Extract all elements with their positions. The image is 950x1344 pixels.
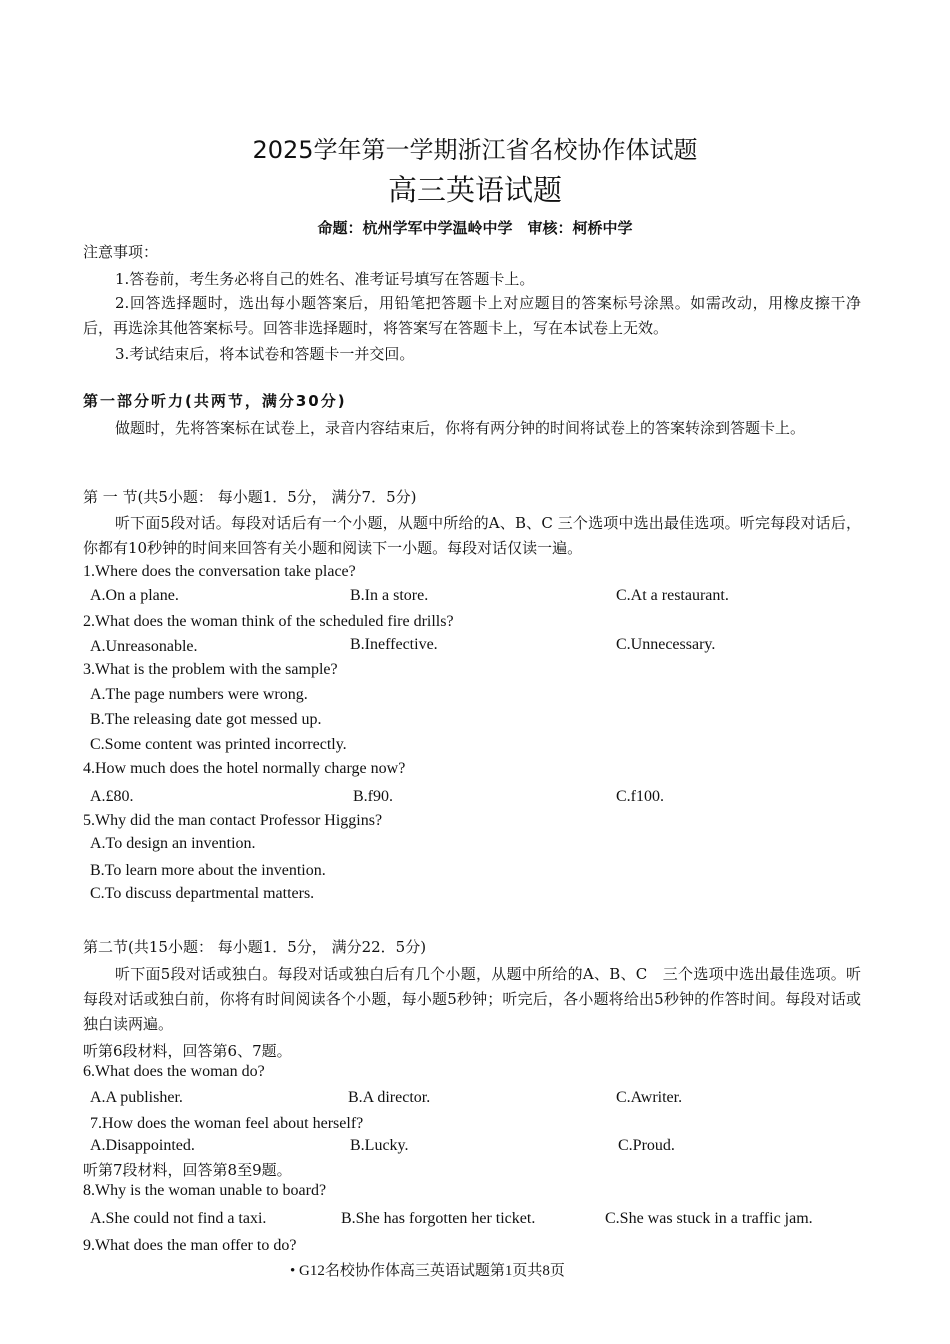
part1-instruction: 做题时，先将答案标在试卷上，录音内容结束后，你将有两分钟的时间将试卷上的答案转涂到答题卡上。 [115, 419, 806, 437]
q7-option-b: B.Lucky. [350, 1137, 409, 1154]
q1-option-a: A.On a plane. [90, 587, 179, 604]
question-8: 8.Why is the woman unable to board? [83, 1182, 327, 1199]
page-footer: • G12名校协作体高三英语试题第1页共8页 [290, 1263, 565, 1279]
notice-item-2: 2.回答选择题时，选出每小题答案后，用铅笔把答题卡上对应题目的答案标号涂黑。如需改动，用橡皮擦干净后，再选涂其他答案标号。回答非选择题时，将答案写在答题卡上，写在本试卷上无效。 [83, 294, 861, 337]
question-1: 1.Where does the conversation take place? [83, 563, 356, 580]
question-2: 2.What does the woman think of the scheduled fire drills? [83, 613, 454, 630]
q8-option-b: B.She has forgotten her ticket. [341, 1210, 536, 1227]
q8-option-a: A.She could not find a taxi. [90, 1210, 267, 1227]
q2-option-b: B.Ineffective. [350, 636, 438, 653]
exam-title: 2025学年第一学期浙江省名校协作体试题 [252, 136, 698, 164]
q7-option-a: A.Disappointed. [90, 1137, 195, 1154]
q4-option-a: A.£80. [90, 788, 134, 805]
question-6: 6.What does the woman do? [83, 1063, 265, 1080]
notice-item-1: 1.答卷前，考生务必将自己的姓名、准考证号填写在答题卡上。 [115, 270, 535, 288]
q7-option-c: C.Proud. [618, 1137, 675, 1154]
notice-heading: 注意事项： [83, 243, 159, 261]
part1-heading: 第一部分听力(共两节，满分30分) [83, 392, 347, 410]
question-3: 3.What is the problem with the sample? [83, 661, 338, 678]
question-5: 5.Why did the man contact Professor Higgins? [83, 812, 383, 829]
question-9: 9.What does the man offer to do? [83, 1237, 297, 1254]
q6-option-c: C.Awriter. [616, 1089, 683, 1106]
q6-option-a: A.A publisher. [90, 1089, 183, 1106]
question-7: 7.How does the woman feel about herself? [90, 1115, 364, 1132]
section1-heading: 第 一 节(共5小题： 每小题1．5分， 满分7．5分) [83, 488, 417, 506]
section2-heading: 第二节(共15小题： 每小题1．5分， 满分22．5分) [83, 938, 427, 956]
q3-option-a: A.The page numbers were wrong. [90, 686, 308, 703]
q2-option-a: A.Unreasonable. [90, 638, 198, 655]
q3-option-c: C.Some content was printed incorrectly. [90, 736, 347, 753]
q5-option-a: A.To design an invention. [90, 835, 256, 852]
q1-option-b: B.In a store. [350, 587, 429, 604]
q5-option-c: C.To discuss departmental matters. [90, 885, 315, 902]
q1-option-c: C.At a restaurant. [616, 587, 729, 604]
question-4: 4.How much does the hotel normally charge now? [83, 760, 406, 777]
q5-option-b: B.To learn more about the invention. [90, 862, 326, 879]
section2-instruction: 听下面5段对话或独白。每段对话或独白后有几个小题，从题中所给的A、B、C 三个选项中选出最佳选项。听每段对话或独白前，你将有时间阅读各个小题，每小题5秒钟；听完后，各小题将给出5秒钟的作答时间。每段对话或独白读两遍。 [83, 965, 861, 1033]
q6-option-b: B.A director. [348, 1089, 431, 1106]
exam-subtitle: 高三英语试题 [387, 173, 562, 207]
material-6-note: 听第6段材料，回答第6、7题。 [83, 1042, 292, 1060]
section1-instruction: 听下面5段对话。每段对话后有一个小题，从题中所给的A、B、C 三个选项中选出最佳选项。听完每段对话后，你都有10秒钟的时间来回答有关小题和阅读下一小题。每段对话仅读一遍。 [83, 514, 861, 557]
q4-option-b: B.f90. [353, 788, 393, 805]
q4-option-c: C.f100. [616, 788, 664, 805]
q3-option-b: B.The releasing date got messed up. [90, 711, 322, 728]
exam-credits: 命题：杭州学军中学温岭中学 审核：柯桥中学 [317, 219, 633, 237]
material-7-note: 听第7段材料，回答第8至9题。 [83, 1161, 292, 1179]
notice-item-3: 3.考试结束后，将本试卷和答题卡一并交回。 [115, 345, 415, 363]
q8-option-c: C.She was stuck in a traffic jam. [605, 1210, 813, 1227]
q2-option-c: C.Unnecessary. [616, 636, 716, 653]
